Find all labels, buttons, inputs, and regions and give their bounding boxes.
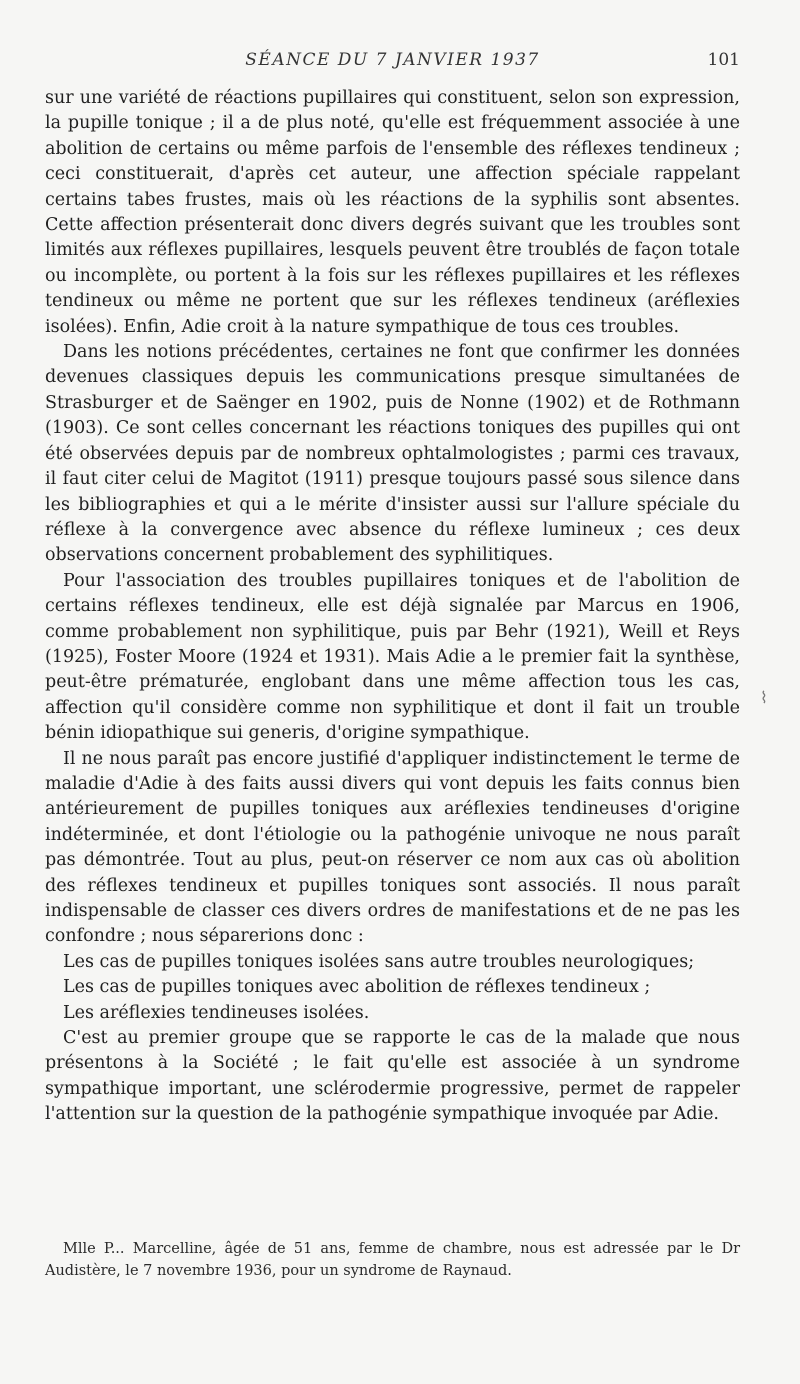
paragraph-4: Il ne nous paraît pas encore justifié d'appliquer indistinctement le terme de maladie d'Adie à des faits aussi divers qui vont depuis les faits connus bien antérieurement de pupilles toniques aux aréflexies tendineuses d'origine indéterminée, et dont l'étiologie ou la pathogénie univoque ne nous paraît pas démontrée. Tout au plus, peut-on réserver ce nom aux cas où abolition des réflexes tendineux et pupilles toniques sont associés. Il nous paraît indispensable de classer ces divers ordres de manifestations et de ne pas les confondre ; nous séparerions donc : <box>45 748 740 947</box>
margin-mark: ⌇ <box>760 688 768 707</box>
list-item-2: Les cas de pupilles toniques avec abolition de réflexes tendineux ; <box>63 977 651 998</box>
page-header <box>45 50 740 80</box>
body-text <box>45 86 740 1128</box>
running-title: SÉANCE DU 7 JANVIER 1937 <box>245 50 540 70</box>
page-number: 101 <box>707 50 740 70</box>
footnote: Mlle P... Marcelline, âgée de 51 ans, femme de chambre, nous est adressée par le Dr Audistère, le 7 novembre 1936, pour un syndrome de Raynaud. <box>45 1241 740 1279</box>
paragraph-5: C'est au premier groupe que se rapporte le cas de la malade que nous présentons à la Société ; le fait qu'elle est associée à un syndrome sympathique important, une sclérodermie progressive, permet de rappeler l'attention sur la question de la pathogénie sympathique invoquée par Adie. <box>45 1028 740 1125</box>
list-item-1: Les cas de pupilles toniques isolées sans autre troubles neurologiques; <box>63 951 695 972</box>
list-item-3: Les aréflexies tendineuses isolées. <box>63 1002 370 1023</box>
paragraph-1: sur une variété de réactions pupillaires qui constituent, selon son expression, la pupille tonique ; il a de plus noté, qu'elle est fréquemment associée à une abolition de certains ou même parfois de l'ensemble des réflexes tendineux ; ceci constituerait, d'après cet auteur, une affection spéciale rappelant certains tabes frustes, mais où les réactions de la syphilis sont absentes. Cette affection présenterait donc divers degrés suivant que les troubles sont limités aux réflexes pupillaires, lesquels peuvent être troublés de façon totale ou incomplète, ou portent à la fois sur les réflexes pupillaires et les réflexes tendineux ou même ne portent que sur les réflexes tendineux (aréflexies isolées). Enfin, Adie croit à la nature sympathique de tous ces troubles. <box>45 88 740 337</box>
paragraph-2: Dans les notions précédentes, certaines ne font que confirmer les données devenues classiques depuis les communications presque simultanées de Strasburger et de Saënger en 1902, puis de Nonne (1902) et de Rothmann (1903). Ce sont celles concernant les réactions toniques des pupilles qui ont été observées depuis par de nombreux ophtalmologistes ; parmi ces travaux, il faut citer celui de Magitot (1911) presque toujours passé sous silence dans les bibliographies et qui a le mérite d'insister aussi sur l'allure spéciale du réflexe à la convergence avec absence du réflexe lumineux ; ces deux observations concernent probablement des syphilitiques. <box>45 342 740 566</box>
paragraph-3: Pour l'association des troubles pupillaires toniques et de l'abolition de certains réflexes tendineux, elle est déjà signalée par Marcus en 1906, comme probablement non syphilitique, puis par Behr (1921), Weill et Reys (1925), Foster Moore (1924 et 1931). Mais Adie a le premier fait la synthèse, peut-être prématurée, englobant dans une même affection tous les cas, affection qu'il considère comme non syphilitique et dont il fait un trouble bénin idiopathique sui generis, d'origine sympathique. <box>45 570 740 744</box>
